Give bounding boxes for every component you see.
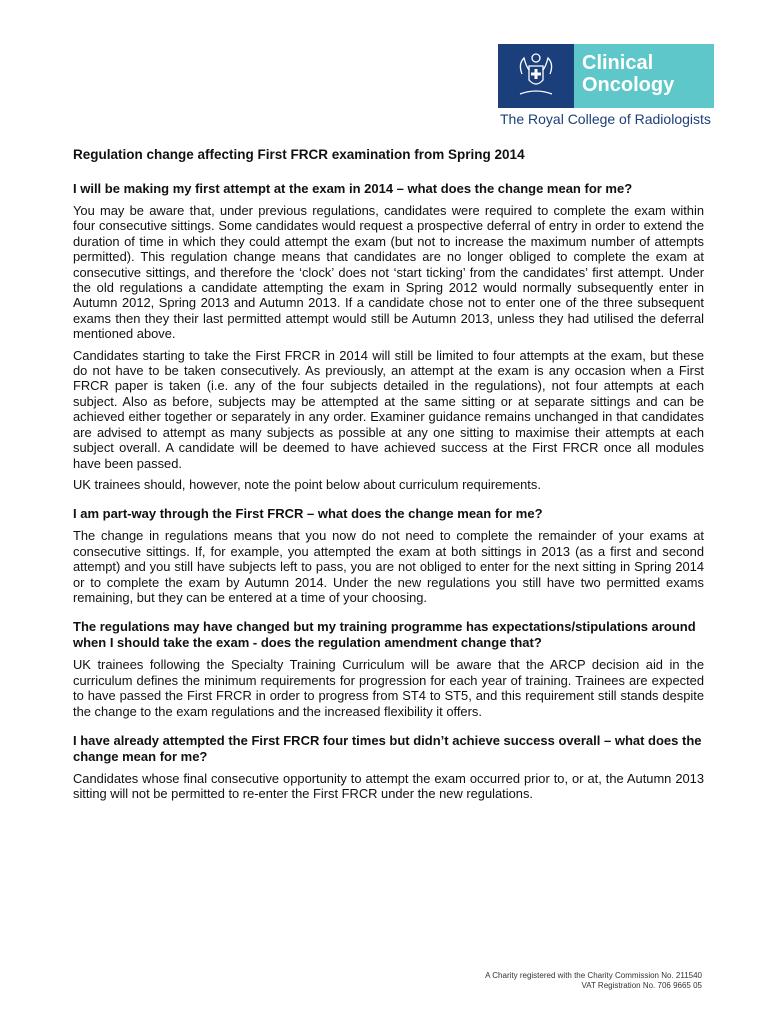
faq-section-part-way	[73, 506, 704, 605]
question-heading: I have already attempted the First FRCR four times but didn’t achieve success overall – what does the change mean for me?	[73, 732, 702, 764]
answer-paragraph: UK trainees following the Specialty Training Curriculum will be aware that the ARCP decision aid in the curriculum defines the minimum requirements for progression for each year of training. Trainees are expected to have passed the First FRCR in order to progress from ST4 to ST5, and this requirement still stands despite the change to the exam regulations and the increased flexibility it offers.	[73, 657, 704, 719]
logo-title-line-1: Clinical	[582, 52, 654, 74]
logo-subtitle: The Royal College of Radiologists	[500, 111, 711, 127]
logo-title	[582, 52, 674, 96]
logo-title-line-2: Oncology	[582, 74, 675, 96]
document-title: Regulation change affecting First FRCR examination from Spring 2014	[73, 147, 525, 162]
faq-section-four-attempts	[73, 733, 704, 802]
answer-paragraph: Candidates starting to take the First FRCR in 2014 will still be limited to four attempts at the exam, but these do not have to be taken consecutively. As previously, an attempt at the exam is any occasion when a First FRCR paper is taken (i.e. any of the four subjects detailed in the regulations), not four attempts at each subject. Also as before, subjects may be attempted at the same sitting or at separate sittings and can be achieved either together or separately in any order. Examiner guidance remains unchanged in that candidates are advised to attempt as many subjects as possible at any one sitting to maximise their attempts at each subject overall. A candidate will be deemed to have achieved success at the First FRCR once all modules have been passed.	[73, 347, 704, 471]
coat-of-arms-icon	[498, 44, 574, 108]
question-heading: I will be making my first attempt at the exam in 2014 – what does the change mean for me?	[73, 181, 633, 196]
charity-registration: A Charity registered with the Charity Commission No. 211540	[485, 971, 702, 980]
footer-registration	[485, 971, 702, 991]
answer-paragraph: The change in regulations means that you now do not need to complete the remainder of your exams at consecutive sittings. If, for example, you attempted the exam at both sittings in 2013 (as a first and second attempt) and you still have subjects left to pass, you are not obliged to enter for the next sitting in Spring 2014 or to complete the exam by Autumn 2014. Under the new regulations you still have two permitted exams remaining, but they can be entered at a time of your choosing.	[73, 528, 704, 605]
question-heading: The regulations may have changed but my training programme has expectations/stipulations around when I should take the exam - does the regulation amendment change that?	[73, 619, 696, 651]
question-heading: I am part-way through the First FRCR – what does the change mean for me?	[73, 506, 543, 522]
logo-band	[574, 44, 714, 108]
answer-paragraph: UK trainees should, however, note the point below about curriculum requirements.	[73, 476, 541, 492]
vat-registration: VAT Registration No. 706 9665 05	[581, 981, 702, 990]
faq-section-training-programme	[73, 619, 704, 719]
college-logo	[498, 44, 716, 132]
document-body	[73, 146, 704, 816]
faq-section-first-attempt	[73, 181, 704, 492]
answer-paragraph: Candidates whose final consecutive opportunity to attempt the exam occurred prior to, or at, the Autumn 2013 sitting will not be permitted to re-enter the First FRCR under the new regulations.	[73, 770, 704, 802]
answer-paragraph: You may be aware that, under previous regulations, candidates were required to complete the exam within four consecutive sittings. Some candidates would request a prospective deferral of entry in order to extend the duration of time in which they could attempt the exam (but not to increase the maximum number of attempts permitted). This regulation change means that candidates are no longer obliged to complete the exam at consecutive sittings, and therefore the ‘clock’ does not ‘start ticking’ from the candidates’ first attempt. Under the old regulations a candidate attempting the exam in Spring 2012 would normally subsequently enter in Autumn 2012, Spring 2013 and Autumn 2013. If a candidate chose not to enter one of the three subsequent exams then they their last permitted attempt would still be Autumn 2013, unless they had utilised the deferral mentioned above.	[73, 203, 704, 342]
